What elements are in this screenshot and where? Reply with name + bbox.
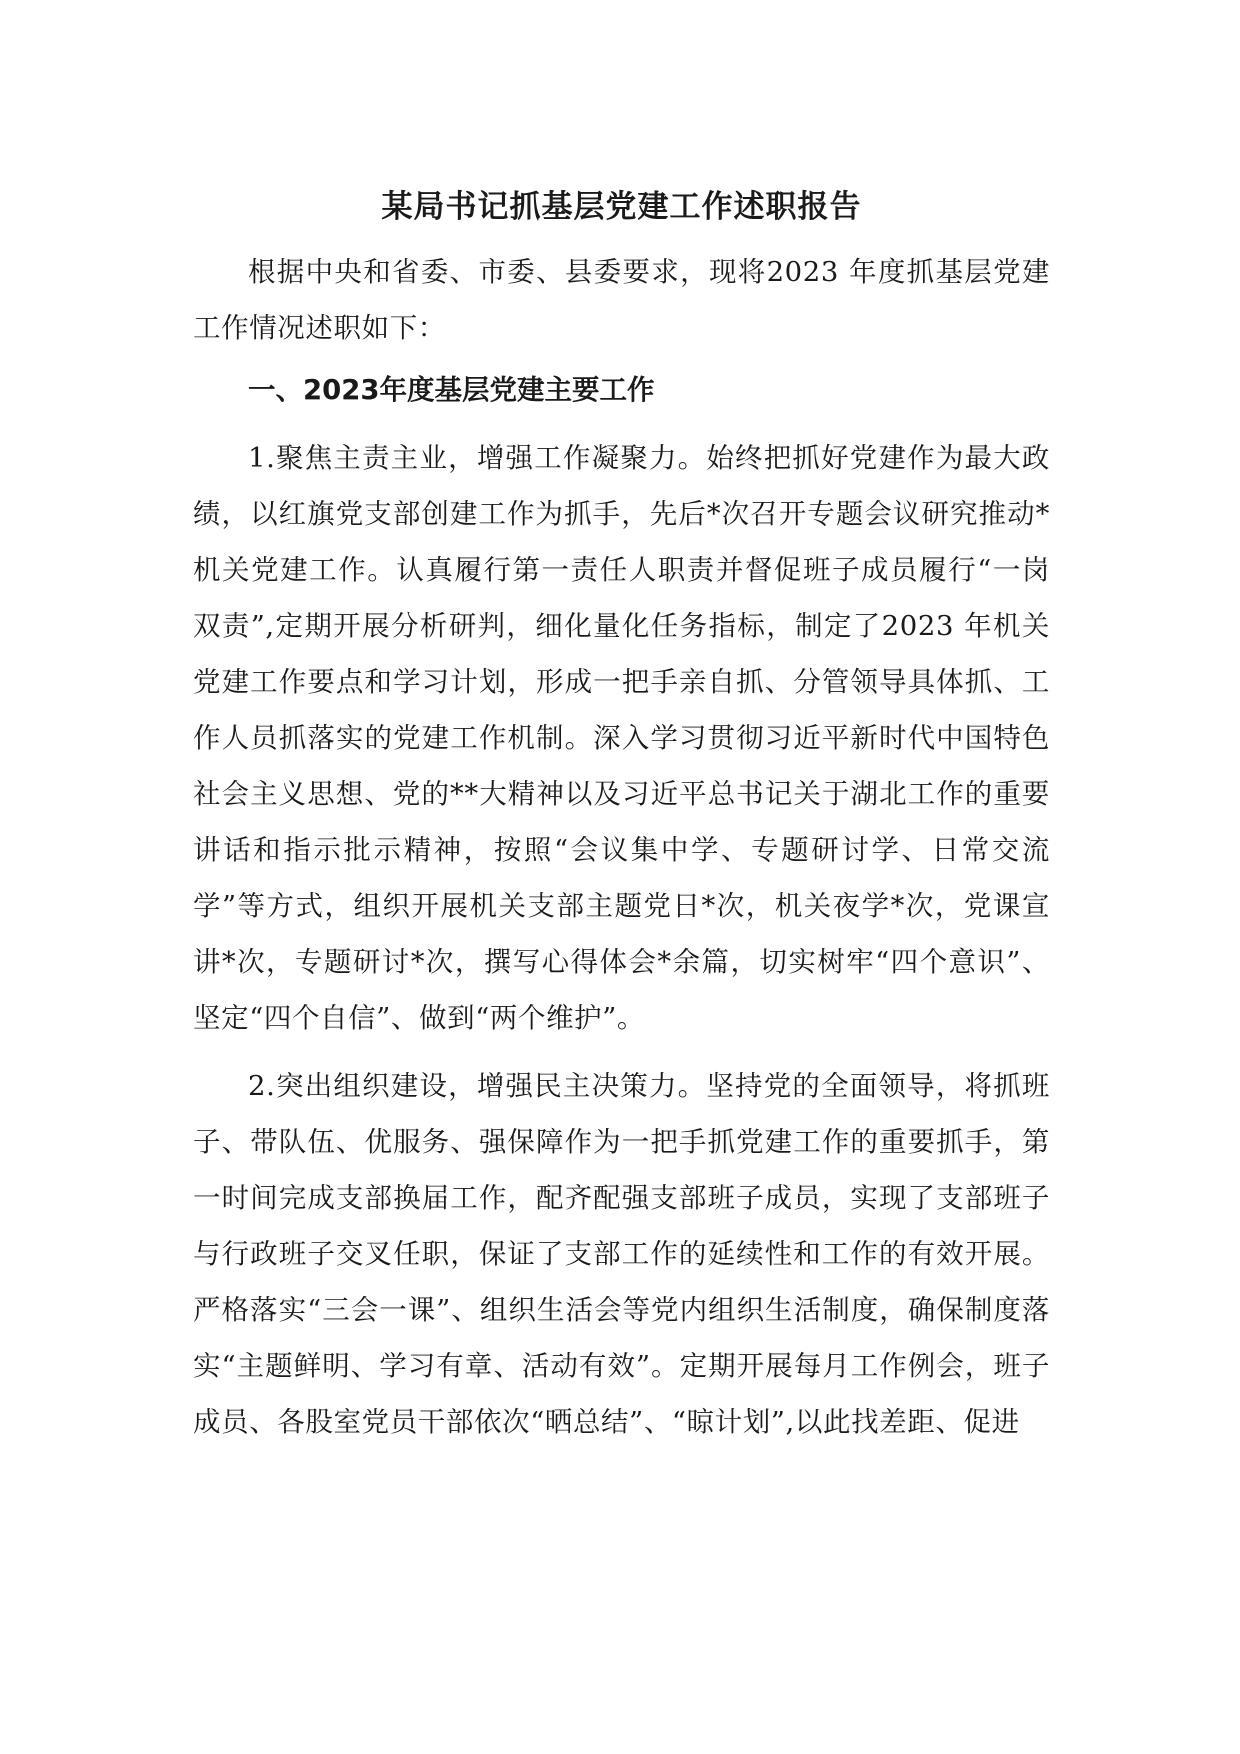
document-body [193, 180, 1050, 1450]
body-paragraph-2: 2.突出组织建设，增强民主决策力。坚持党的全面领导，将抓班子、带队伍、优服务、强保障作为一把手抓党建工作的重要抓手，第一时间完成支部换届工作，配齐配强支部班子成员，实现了支部班子与行政班子交叉任职，保证了支部工作的延续性和工作的有效开展。严格落实“三会一课”、组织生活会等党内组织生活制度，确保制度落实“主题鲜明、学习有章、活动有效”。定期开展每月工作例会，班子成员、各股室党员干部依次“晒总结”、“晾计划”,以此找差距、促进 [193, 1070, 1050, 1438]
body-paragraph-1: 1.聚焦主责主业，增强工作凝聚力。始终把抓好党建作为最大政绩，以红旗党支部创建工作为抓手，先后*次召开专题会议研究推动*机关党建工作。认真履行第一责任人职责并督促班子成员履行“一岗双责”,定期开展分析研判，细化量化任务指标，制定了2023 年机关党建工作要点和学习计划，形成一把手亲自抓、分管领导具体抓、工作人员抓落实的党建工作机制。深入学习贯彻习近平新时代中国特色社会主义思想、党的**大精神以及习近平总书记关于湖北工作的重要讲话和指示批示精神，按照“会议集中学、专题研讨学、日常交流学”等方式，组织开展机关支部主题党日*次，机关夜学*次，党课宣讲*次，专题研讨*次，撰写心得体会*余篇，切实树牢“四个意识”、坚定“四个自信”、做到“两个维护”。 [193, 442, 1050, 1034]
document-title: 某局书记抓基层党建工作述职报告 [381, 189, 862, 225]
paragraph-spacer [193, 1046, 1050, 1058]
intro-paragraph: 根据中央和省委、市委、县委要求，现将2023 年度抓基层党建工作情况述职如下： [193, 256, 1050, 344]
section-heading: 一、2023年度基层党建主要工作 [248, 374, 655, 406]
